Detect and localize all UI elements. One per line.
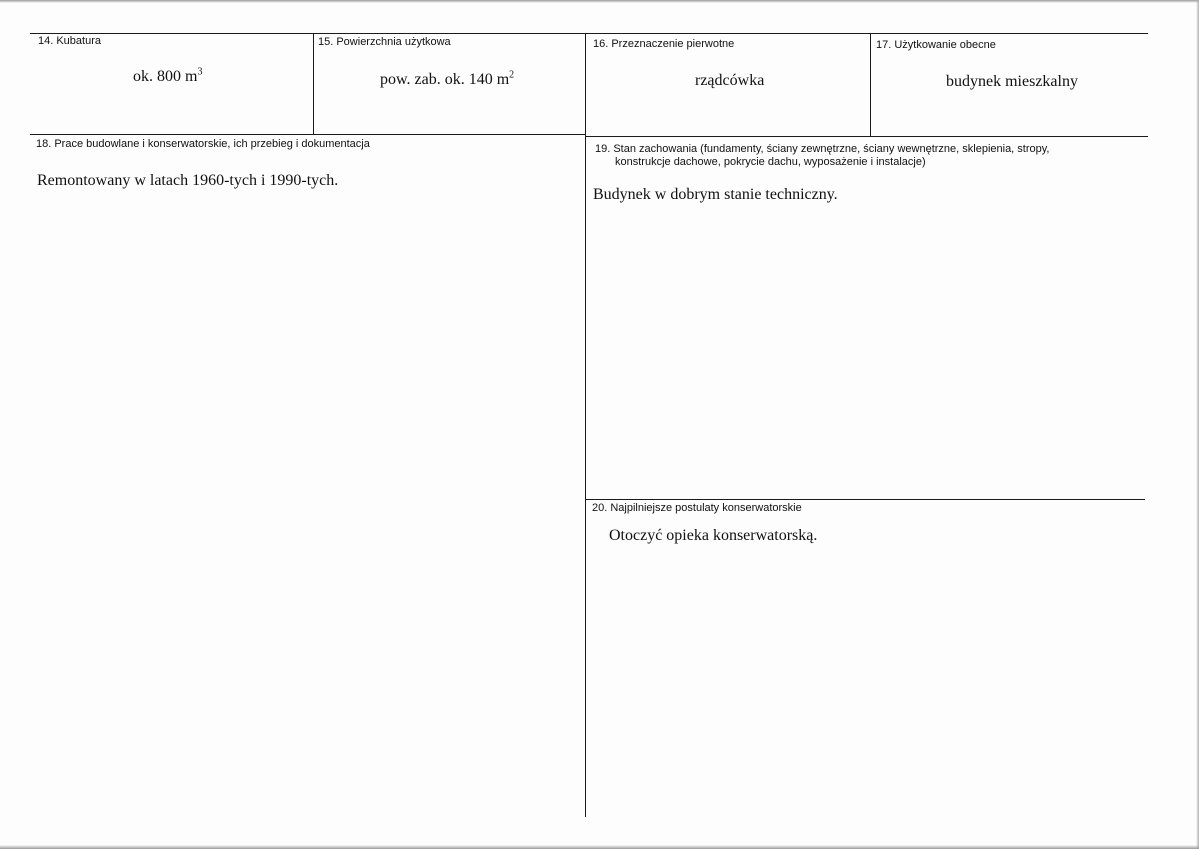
przeznaczenie-label: 16. Przeznaczenie pierwotne [593,38,735,50]
col-divider-3 [870,33,871,136]
prace-value: Remontowany w latach 1960-tych i 1990-tych. [37,172,339,189]
uzytkowanie-value: budynek mieszkalny [946,73,1078,90]
stan-value: Budynek w dobrym stanie techniczny. [593,186,838,203]
powierzchnia-value: pow. zab. ok. 140 $m^2$ [380,69,515,88]
scan-edge-top [0,0,1199,3]
postulaty-label: 20. Najpilniejsze postulaty konserwatorskie [592,502,802,514]
stan-label-line1: 19. Stan zachowania (fundamenty, ściany zewnętrzne, ściany wewnętrzne, sklepienia, stropy, [595,143,1050,155]
top-border [30,33,1148,34]
postulaty-value: Otoczyć opieka konserwatorską. [609,527,818,544]
powierzchnia-label: 15. Powierzchnia użytkowa [318,36,451,48]
prace-label: 18. Prace budowlane i konserwatorskie, ich przebieg i dokumentacja [36,138,370,150]
przeznaczenie-value: rządcówka [695,72,765,89]
field-20-top-border [585,499,1145,500]
row-divider-right [585,136,1148,137]
col-divider-1 [313,33,314,134]
kubatura-label: 14. Kubatura [38,35,101,47]
uzytkowanie-label: 17. Użytkowanie obecne [876,39,996,51]
col-divider-center [585,33,586,817]
row-divider-left [30,134,585,135]
scan-edge-bottom [0,845,1199,849]
stan-label-line2: konstrukcje dachowe, pokrycie dachu, wyposażenie i instalacje) [615,156,926,168]
kubatura-value: ok. 800 $m^3$ [133,66,203,85]
